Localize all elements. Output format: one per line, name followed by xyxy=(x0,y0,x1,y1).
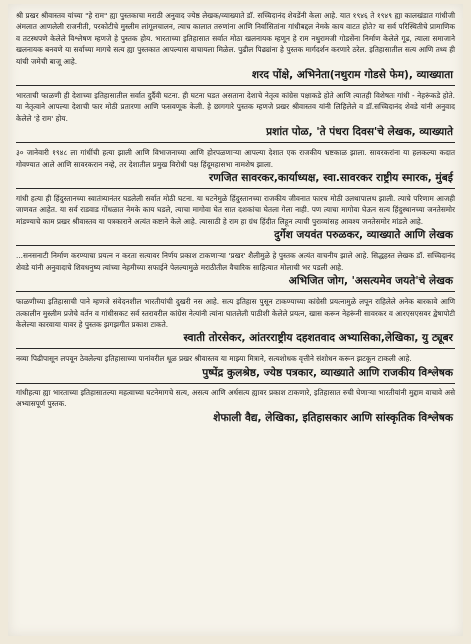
divider xyxy=(16,348,455,349)
review-signature: शेफाली वैद्य, लेखिका, इतिहासकार आणि सांस्कृतिक विश्लेषक xyxy=(213,411,453,424)
review-text: गांधी हत्या ही हिंदुस्तानच्या स्वातंत्र्यानंतर घडलेली सर्वात मोठी घटना. या घटनेमुळे हिंदुस्तानच्या राजकीय जीवनात फारच मोठी उलथापालथ झाली. त्याचे परिणाम आजही जाणवत आहेत. या सर्व राडवाड गोंधळात नेमके काय घडले, त्याचा मागोवा घेत सात दशकांचा घेतला गेला नाही. पण त्याचा मागोवा घेऊन सत्य हिंदुस्थानच्या जनतेसमोर मांडण्याचे काम प्रखर श्रीवास्तव या पत्रकाराने अत्यंत कष्टाने केले आहे. त्यासाठी हे राम हा ग्रंथ हिंदीत लिहून त्याची पुराव्यांसह आवश्य जनतेसमोर मांडले आहे. xyxy=(16,194,455,226)
review-6 xyxy=(16,296,455,345)
review-signature: शरद पोंक्षे, अभिनेता(नथुराम गोडसे फेम), व्याख्याता xyxy=(251,69,453,82)
review-7 xyxy=(16,353,455,379)
review-signature: दुर्गेश जयवंत परुळकर, व्याख्याते आणि लेखक xyxy=(274,229,453,242)
review-1 xyxy=(16,10,455,82)
review-signature: अभिजित जोग, 'असत्यमेव जयते'चे लेखक xyxy=(288,275,453,288)
review-text: ३० जानेवारी १९४८ ला गांधींची हत्या झाली आणि विभाजनाच्या आणि होरपळणाऱ्या आपल्या देशात एक राजकीय भ्रष्टकाळ झाला. सावरकरांना या हलकल्या कदात गोवण्यात आले आणि सावरकरान नव्हे, तर देशातील प्रमुख विरोधी पक्ष हिंदूमहासभा नामशेष झाला. xyxy=(16,148,455,169)
divider xyxy=(16,188,455,189)
divider xyxy=(16,291,455,292)
review-signature: प्रशांत पोळ, 'ते पंधरा दिवस'चे लेखक, व्याख्याते xyxy=(266,126,453,139)
review-signature: रणजित सावरकर,कार्याध्यक्ष, स्वा.सावरकर राष्ट्रीय स्मारक, मुंबई xyxy=(208,172,453,185)
review-signature: पुष्पेंद्र कुलश्रेष्ठ, ज्येष्ठ पत्रकार, व्याख्याते आणि राजकीय विश्लेषक xyxy=(202,366,453,379)
review-signature: स्वाती तोरसेकर, आंतरराष्ट्रीय दहशतवाद अभ्यासिका,लेखिका, यु ट्यूबर xyxy=(183,332,453,345)
divider xyxy=(16,142,455,143)
review-text: ...सनसनाटी निर्माण करण्याचा प्रयत्न न करता सत्यावर निर्णय प्रकाश टाकणाऱ्या 'प्रखर' शैलीमुळे हे पुस्तक अत्यंत वाचनीय झाले आहे. सिद्धहस्त लेखक डॉ. सच्चिदानंद शेवडे यांनी अनुवादाचे शिवधनुष्य त्यांच्या नेहमीच्या सफाईने पेलल्यामुळे मराठीतील वैचारिक साहित्यात मोलाची भर पडली आहे. xyxy=(16,251,455,272)
review-8 xyxy=(16,387,455,425)
review-2 xyxy=(16,90,455,139)
review-text: भारताची फाळणी ही देशाच्या इतिहासातील सर्वात दुर्दैवी घटना. ही घटना घडत असताना देशाचे नेतृत्व कांग्रेस पक्षाकडे होते आणि त्यातही विशेषतः गांधी - नेहरूंकडे होते. या नेतृत्वाने आपल्या देशाची फार मोठी प्रतारणा आणि फसवणूक केली. हे छागगारे पुस्तक म्हणजे प्रखर श्रीवास्तव यांनी लिहिलेले व डॉ.सच्चिदानंद शेवडे यांनी अनुवाद केलेले 'हे राम' होय. xyxy=(16,91,455,123)
divider xyxy=(16,383,455,384)
divider xyxy=(16,85,455,86)
review-text: फाळणीच्या इतिहासाची पाने म्हणजे संवेदनशील भारतीयांची दुखरी नस आहे. सत्य इतिहास पुसून टाकण्याच्या कांग्रेसी प्रयत्नामुळे लपून राहिलेले अनेक बारकावे आणि तत्कालीन मुस्लीम प्रजेचे वर्तन व गांधीसकट सर्व स्तरावरील कांग्रेस नेत्यांनी त्यांना घातलेली पाठीशी केलेले प्रयत्न, खास करून नेहरूंनी सावरकर व आरएसएसवर द्वेषापोटी केलेल्या कारवाया यावर हे पुस्तक झगझगीत प्रकाश टाकते. xyxy=(16,297,455,329)
back-cover-reviews-page xyxy=(8,4,463,636)
review-text: नव्या पिढीपासून लपवून ठेवलेल्या इतिहासाच्या पानांवरील धूळ प्रखर श्रीवास्तव या माझ्या मित्राने, सत्यशोधक वृत्तीने संशोधन करून झटकून टाकली आहे. xyxy=(16,354,412,364)
review-3 xyxy=(16,147,455,185)
review-4 xyxy=(16,193,455,242)
review-5 xyxy=(16,250,455,288)
divider xyxy=(16,245,455,246)
review-text: गांधीहत्या ह्या भारताच्या इतिहासातल्या महत्वाच्या घटनेमागचे सत्य, असत्य आणि अर्धसत्य ह्यावर प्रकाश टाकणारे, इतिहासात रुची घेणाऱ्या भारतीयांनी मुद्दाम वाचावे असे अभ्यासपूर्ण पुस्तक. xyxy=(16,387,455,409)
review-text: श्री प्रखर श्रीवास्तव यांच्या "हे राम" ह्या पुस्तकाचा मराठी अनुवाद ज्येष्ठ लेखक/व्याख्याते डॉ. सच्चिदानंद शेवडेंनी केला आहे. यात १९४६ ते १९४९ ह्या कालखंडात गांधीजी अंमलात आणलेली राजनीती, परकोटीचे मुस्लीम लांगूलचालन, त्याच कालात तरुणांना आणि निर्वासितांना गांधीबद्दल नेमके काय वाटत होते? या सर्व परिस्थितीचे प्रामाणिक व तटस्थपणे केलेले विश्लेषण म्हणजे हे पुस्तक होय. भारताच्या इतिहासात सर्वात मोठा खलनायक म्हणून हे राम नथुरामजी गोडसेंना निर्माण केलेले गूढ, त्याला समाजाने खलनायक बनवणे या सर्वाच्या मागचे सत्य ह्या पुस्तकात आपल्यास वाचायला मिळेल. पुढील पिढ्यांना हे पुस्तक मार्गदर्शन करणारे ठरेल. इतिहासातील सत्य आणि तथ्य ही यांची जमेची बाजू आहे. xyxy=(16,11,455,66)
